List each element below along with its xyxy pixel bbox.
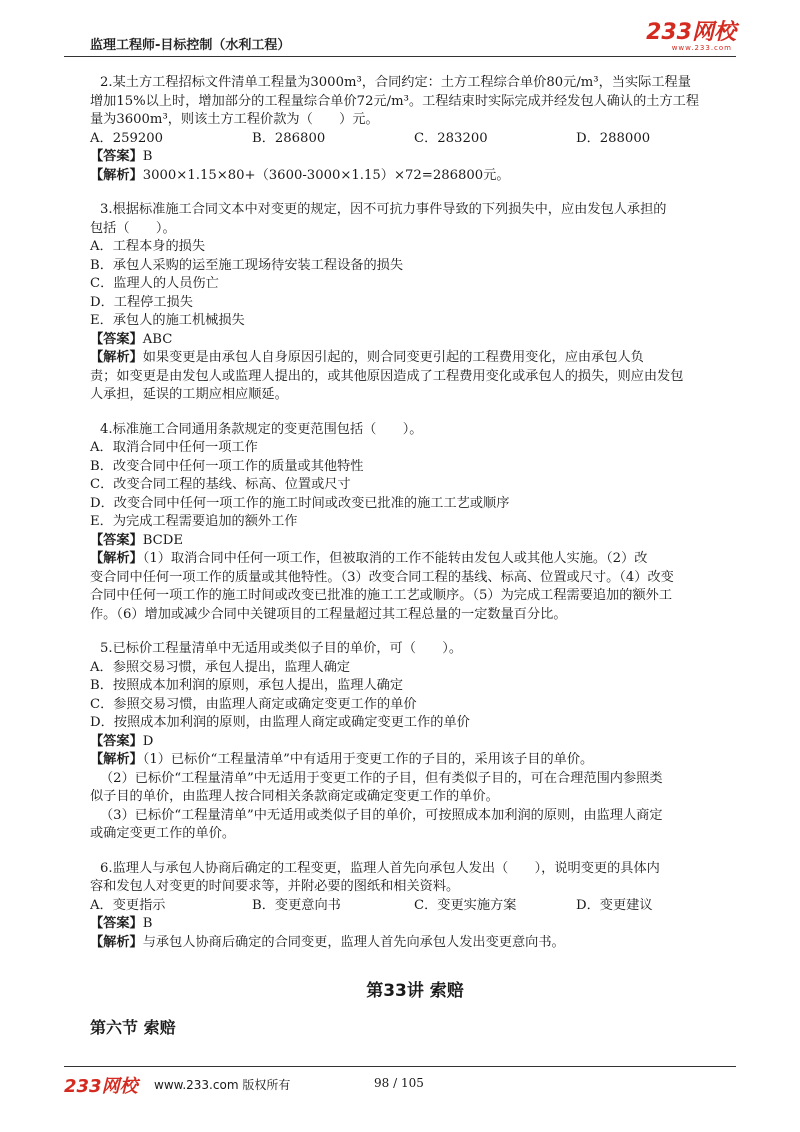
- option: B．改变合同中任何一项工作的质量或其他特性: [90, 458, 364, 474]
- option: D．改变合同中任何一项工作的施工时间或改变已批准的施工工艺或顺序: [90, 495, 510, 511]
- footer-logo: 233网校: [64, 1076, 138, 1097]
- option: C．283200: [414, 130, 488, 146]
- brand-logo: [646, 22, 736, 52]
- analysis-text: 或确定变更工作的单价。: [90, 826, 236, 841]
- chapter-title: 第33讲 索赔: [366, 981, 464, 1001]
- question-stem-line: 包括（ ）。: [90, 220, 176, 236]
- option: E．承包人的施工机械损失: [90, 313, 245, 328]
- question-4: [90, 421, 740, 625]
- option: B．286800: [252, 130, 326, 146]
- analysis-text: 变合同中任何一项工作的质量或其他特性。（3）改变合同工程的基线、标高、位置或尺寸。（4）改变: [90, 569, 674, 585]
- header-divider: [64, 56, 736, 57]
- question-stem-line: 量为3600m³，则该土方工程价款为（ ）元。: [90, 112, 379, 127]
- option: B．按照成本加利润的原则，承包人提出，监理人确定: [90, 678, 404, 693]
- question-stem-line: 4.标准施工合同通用条款规定的变更范围包括（ ）。: [100, 421, 423, 437]
- option: C．监理人的人员伤亡: [90, 276, 219, 291]
- analysis-text: 责；如变更是由发包人或监理人提出的，或其他原因造成了工程费用变化或承包人的损失，则应由发包: [90, 368, 684, 384]
- option: A．取消合同中任何一项工作: [90, 440, 258, 455]
- analysis-label: 【解析】: [90, 752, 143, 767]
- brand-logo-text: 233网校: [646, 20, 736, 45]
- document-body: [90, 74, 740, 1037]
- option: C．变更实施方案: [414, 897, 517, 913]
- footer-copyright: www.233.com 版权所有: [154, 1078, 291, 1092]
- header-title: 监理工程师-目标控制（水利工程）: [90, 38, 291, 53]
- option: B．承包人采购的运至施工现场待安装工程设备的损失: [90, 257, 404, 273]
- option: E．为完成工程需要追加的额外工作: [90, 514, 298, 529]
- analysis-text: （2）已标价“工程量清单”中无适用于变更工作的子目，但有类似子目的，可在合理范围内参照类: [100, 770, 663, 786]
- analysis-label: 【解析】: [90, 350, 143, 365]
- analysis-line: [90, 349, 740, 368]
- option-list: [90, 130, 740, 149]
- option: A．变更指示: [90, 897, 166, 913]
- option: C．参照交易习惯，由监理人商定或确定变更工作的单价: [90, 696, 417, 712]
- analysis-label: 【解析】: [90, 167, 143, 183]
- analysis-text: 与承包人协商后确定的合同变更，监理人首先向承包人发出变更意向书。: [142, 934, 565, 950]
- analysis-line: [90, 751, 740, 770]
- question-stem-line: 6.监理人与承包人协商后确定的工程变更，监理人首先向承包人发出（ ），说明变更的具体内: [100, 860, 660, 876]
- answer-label: 【答案】: [90, 149, 143, 164]
- answer-line: [90, 148, 740, 167]
- option: D．288000: [576, 130, 651, 146]
- section-title: 第六节 索赔: [90, 1017, 176, 1037]
- analysis-text: （3）已标价“工程量清单”中无适用或类似子目的单价，可按照成本加利润的原则，由监理人商定: [100, 807, 663, 823]
- analysis-text: 作。（6）增加或减少合同中关键项目的工程量超过其工程总量的一定数量百分比。: [90, 606, 567, 622]
- analysis-line: [90, 167, 740, 186]
- analysis-line: [90, 550, 740, 569]
- analysis-text: （1）已标价“工程量清单”中有适用于变更工作的子目的，采用该子目的单价。: [142, 752, 594, 767]
- answer-value: B: [142, 916, 153, 931]
- question-stem-line: 3.根据标准施工合同文本中对变更的规定，因不可抗力事件导致的下列损失中，应由发包人承担的: [100, 202, 667, 217]
- answer-value: B: [142, 149, 153, 164]
- question-2: [90, 74, 740, 185]
- question-stem-line: 2.某土方工程招标文件清单工程量为3000m³，合同约定：土方工程综合单价80元/m³，当实际工程量: [100, 75, 691, 90]
- answer-line: [90, 331, 740, 350]
- answer-label: 【答案】: [90, 532, 143, 548]
- answer-line: [90, 733, 740, 752]
- option-list: [90, 897, 740, 916]
- answer-line: [90, 532, 740, 551]
- option: A．工程本身的损失: [90, 239, 206, 254]
- page-footer: [64, 1072, 736, 1098]
- option: D．变更建议: [576, 897, 653, 913]
- analysis-line: [90, 934, 740, 953]
- analysis-text: 似子目的单价，由监理人按合同相关条款商定或确定变更工作的单价。: [90, 789, 499, 804]
- analysis-text: 人承担，延误的工期应相应顺延。: [90, 387, 288, 402]
- question-6: [90, 860, 740, 953]
- option: D．按照成本加利润的原则，由监理人商定或确定变更工作的单价: [90, 715, 470, 730]
- answer-label: 【答案】: [90, 733, 143, 749]
- answer-label: 【答案】: [90, 331, 143, 347]
- question-stem-line: 容和发包人对变更的时间要求等，并附必要的图纸和相关资料。: [90, 879, 460, 894]
- analysis-text: 合同中任何一项工作的施工时间或改变已批准的施工工艺或顺序。（5）为完成工程需要追加的额外工: [90, 588, 673, 603]
- analysis-text: 如果变更是由承包人自身原因引起的，则合同变更引起的工程费用变化，应由承包人负: [142, 350, 644, 365]
- analysis-text: （1）取消合同中任何一项工作，但被取消的工作不能转由发包人或其他人实施。（2）改: [142, 551, 648, 566]
- question-3: [90, 201, 740, 405]
- option: D．工程停工损失: [90, 294, 193, 310]
- option: C．改变合同工程的基线、标高、位置或尺寸: [90, 477, 351, 492]
- brand-logo-url: www.233.com: [671, 44, 732, 52]
- answer-value: ABC: [142, 331, 173, 347]
- option: B．变更意向书: [252, 897, 341, 913]
- analysis-label: 【解析】: [90, 934, 143, 950]
- question-stem-line: 增加15%以上时，增加部分的工程量综合单价72元/m³。工程结束时实际完成并经发包人确认的土方工程: [90, 93, 700, 109]
- answer-value: BCDE: [142, 532, 183, 548]
- footer-divider: [64, 1066, 736, 1067]
- page-header: [64, 22, 736, 54]
- question-stem-line: 5.已标价工程量清单中无适用或类似子目的单价，可（ ）。: [100, 641, 463, 656]
- option: A．参照交易习惯，承包人提出，监理人确定: [90, 659, 351, 675]
- answer-value: D: [142, 733, 154, 749]
- analysis-text: 3000×1.15×80+（3600-3000×1.15）×72=286800元。: [142, 167, 510, 183]
- analysis-label: 【解析】: [90, 551, 143, 566]
- answer-label: 【答案】: [90, 916, 143, 931]
- answer-line: [90, 915, 740, 934]
- option: A．259200: [90, 130, 164, 146]
- question-5: [90, 640, 740, 844]
- page-number: 98 / 105: [374, 1076, 424, 1090]
